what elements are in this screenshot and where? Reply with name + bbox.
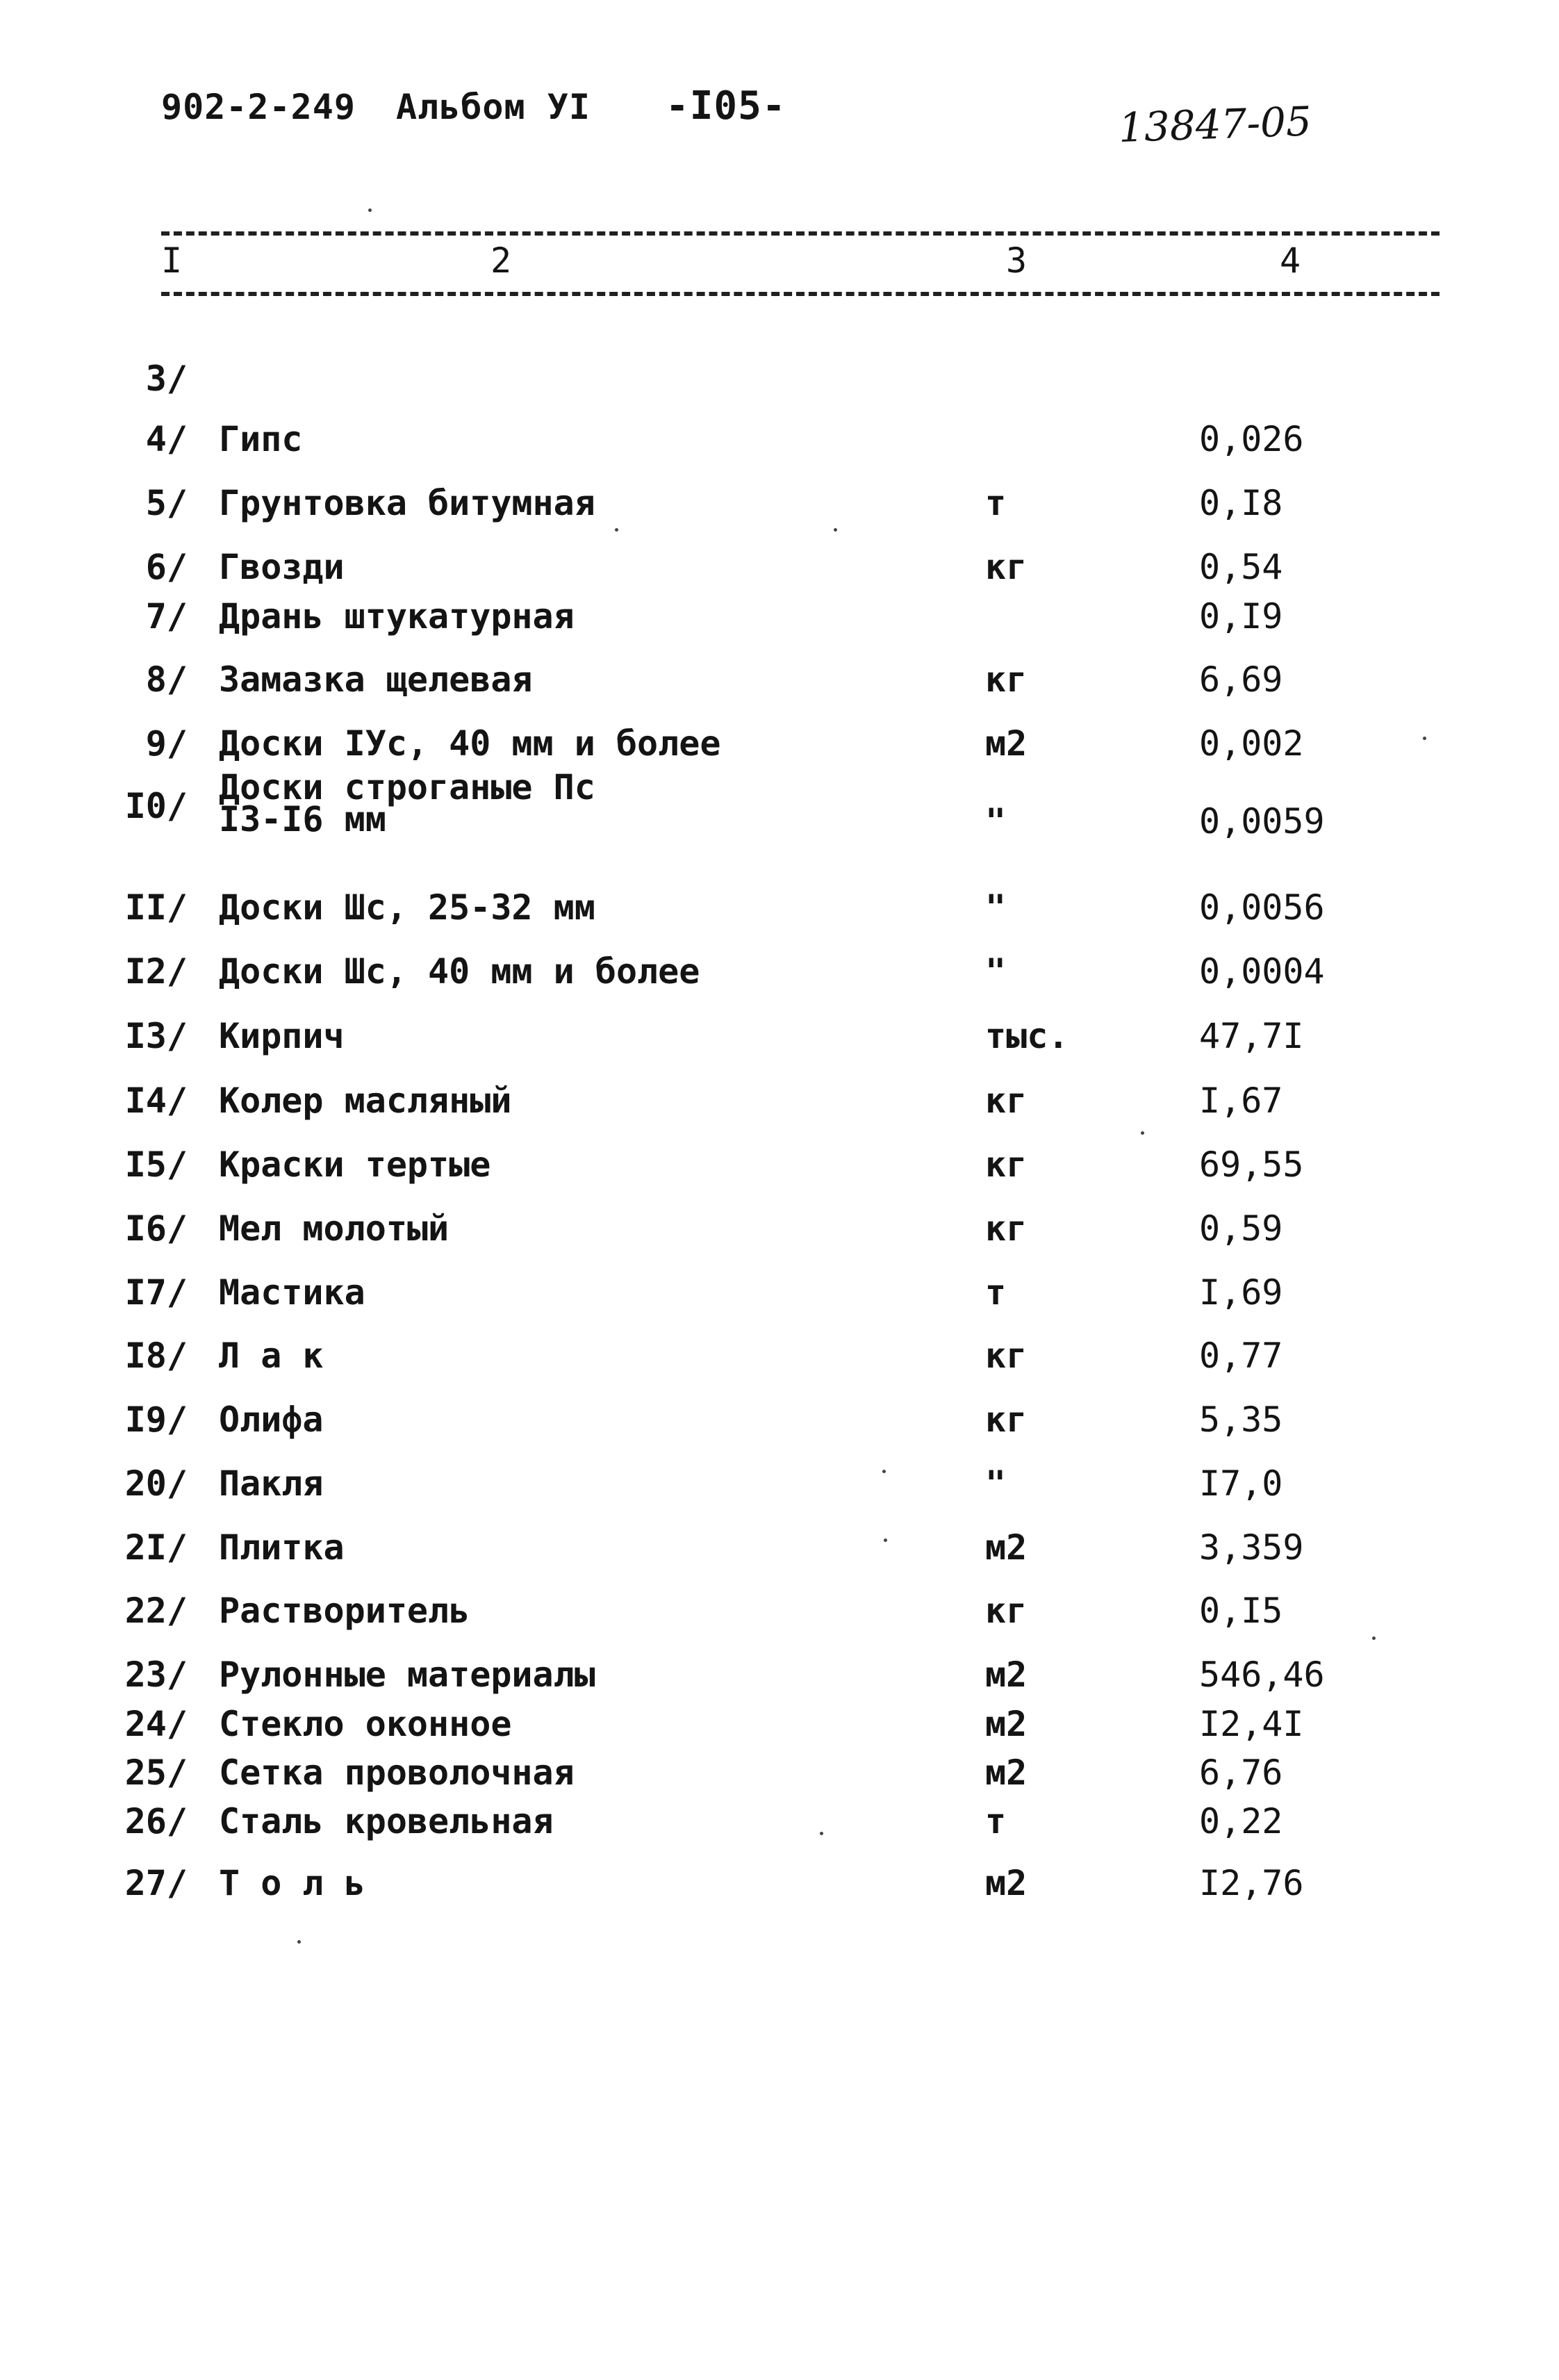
material-name-text: Доски строганые Пс xyxy=(219,767,595,807)
material-name-text: Стекло оконное xyxy=(219,1704,512,1744)
unit-of-measure: " xyxy=(985,801,1007,842)
quantity: 0,0059 xyxy=(1199,801,1325,842)
table-row xyxy=(0,1590,1559,1632)
quantity: 0,I8 xyxy=(1199,483,1283,523)
unit-of-measure: кг xyxy=(985,1081,1028,1121)
quantity: 0,I5 xyxy=(1199,1591,1283,1631)
material-name xyxy=(219,1752,575,1794)
unit-of-measure: " xyxy=(985,1463,1007,1504)
quantity: 6,69 xyxy=(1199,659,1283,700)
material-name-text: Замазка щелевая xyxy=(219,659,533,700)
table-header-bottom-rule xyxy=(161,292,1440,296)
column-number-1: I xyxy=(161,240,183,281)
material-name-text: Т о л ь xyxy=(219,1863,365,1903)
material-name-text: Краски тертые xyxy=(219,1144,491,1185)
material-name-text: Мел молотый xyxy=(219,1208,449,1249)
handwritten-number: 13847-05 xyxy=(1117,97,1312,151)
table-row xyxy=(0,1703,1559,1745)
quantity: I,67 xyxy=(1199,1081,1283,1121)
row-number: 22/ xyxy=(124,1591,188,1631)
quantity: 6,76 xyxy=(1199,1753,1283,1793)
unit-of-measure: м2 xyxy=(985,1527,1028,1568)
material-name-text: Доски IУс, 40 мм и более xyxy=(219,723,721,764)
quantity: I2,76 xyxy=(1199,1863,1304,1903)
material-name xyxy=(219,418,302,460)
material-name xyxy=(219,1399,324,1441)
material-name-text: Дрань штукатурная xyxy=(219,596,575,637)
column-number-3: 3 xyxy=(1006,240,1028,281)
scan-speck xyxy=(820,1832,823,1835)
row-number: 7/ xyxy=(145,596,188,637)
table-row xyxy=(0,951,1559,992)
table-row xyxy=(0,1800,1559,1842)
unit-of-measure: м2 xyxy=(985,1753,1028,1793)
unit-of-measure: кг xyxy=(985,1336,1028,1376)
quantity: 0,002 xyxy=(1199,723,1304,764)
unit-of-measure: " xyxy=(985,951,1007,992)
material-name xyxy=(219,1527,345,1568)
row-number: I2/ xyxy=(124,951,188,992)
table-row xyxy=(0,1527,1559,1568)
row-number: 6/ xyxy=(145,547,188,587)
unit-of-measure: т xyxy=(985,1801,1007,1841)
scan-speck xyxy=(615,528,618,532)
table-row xyxy=(0,1399,1559,1441)
material-name xyxy=(219,1463,324,1504)
table-header-top-rule xyxy=(161,231,1440,236)
table-row xyxy=(0,1208,1559,1249)
row-number: 4/ xyxy=(145,419,188,459)
unit-of-measure: м2 xyxy=(985,1655,1028,1695)
unit-of-measure: кг xyxy=(985,1144,1028,1185)
material-name xyxy=(219,1208,449,1249)
material-name xyxy=(219,1272,365,1313)
document-code: 902-2-249 xyxy=(161,87,356,127)
material-name xyxy=(219,767,595,839)
table-row xyxy=(0,1862,1559,1904)
unit-of-measure: кг xyxy=(985,1591,1028,1631)
unit-of-measure: м2 xyxy=(985,1863,1028,1903)
row-number: I8/ xyxy=(124,1336,188,1376)
material-name xyxy=(219,1335,324,1377)
material-name xyxy=(219,1015,345,1057)
column-number-4: 4 xyxy=(1280,240,1301,281)
quantity: 3,359 xyxy=(1199,1527,1304,1568)
table-row xyxy=(0,767,1559,842)
table-row xyxy=(0,1654,1559,1696)
quantity: 0,0056 xyxy=(1199,887,1325,928)
table-row xyxy=(0,723,1559,764)
row-number: I5/ xyxy=(124,1144,188,1185)
table-row xyxy=(0,358,1559,400)
material-name xyxy=(219,1654,595,1696)
unit-of-measure: м2 xyxy=(985,1704,1028,1744)
quantity: 0,77 xyxy=(1199,1336,1283,1376)
material-name-text: Колер масляный xyxy=(219,1081,512,1121)
material-name xyxy=(219,1862,365,1904)
unit-of-measure: кг xyxy=(985,659,1028,700)
material-name-text: Растворитель xyxy=(219,1591,470,1631)
unit-of-measure: м2 xyxy=(985,723,1028,764)
material-name xyxy=(219,887,595,928)
table-row xyxy=(0,1080,1559,1122)
material-name xyxy=(219,723,720,764)
scan-speck xyxy=(1141,1131,1144,1135)
quantity: 0,I9 xyxy=(1199,596,1283,637)
material-name-text: Л а к xyxy=(219,1336,324,1376)
material-name xyxy=(219,482,595,524)
material-name xyxy=(219,1144,490,1185)
scan-speck xyxy=(368,208,372,212)
quantity: 0,54 xyxy=(1199,547,1283,587)
material-name-text: Пакля xyxy=(219,1463,324,1504)
material-name-text: Гвозди xyxy=(219,547,345,587)
unit-of-measure: т xyxy=(985,483,1007,523)
material-name xyxy=(219,1590,470,1632)
scan-speck xyxy=(1423,737,1426,740)
row-number: I4/ xyxy=(124,1081,188,1121)
material-name-text: Мастика xyxy=(219,1272,365,1313)
unit-of-measure: т xyxy=(985,1272,1007,1313)
material-name-text: Рулонные материалы xyxy=(219,1655,595,1695)
row-number: 26/ xyxy=(124,1801,188,1841)
material-name xyxy=(219,1800,554,1842)
material-name-text: Доски Шс, 25-32 мм xyxy=(219,887,595,928)
row-number: 5/ xyxy=(145,483,188,523)
material-name xyxy=(219,596,575,637)
scan-speck xyxy=(297,1940,301,1944)
material-name-continuation: I3-I6 мм xyxy=(219,799,386,839)
unit-of-measure: тыс. xyxy=(985,1016,1069,1056)
row-number: I3/ xyxy=(124,1016,188,1056)
quantity: I2,4I xyxy=(1199,1704,1304,1744)
quantity: 0,59 xyxy=(1199,1208,1283,1249)
material-name-text: Плитка xyxy=(219,1527,345,1568)
material-name xyxy=(219,546,345,588)
quantity: 69,55 xyxy=(1199,1144,1304,1185)
row-number: 25/ xyxy=(124,1753,188,1793)
material-name-text: Кирпич xyxy=(219,1016,345,1056)
row-number: 3/ xyxy=(145,359,188,399)
row-number: 9/ xyxy=(145,723,188,764)
material-name-text: Доски Шс, 40 мм и более xyxy=(219,951,700,992)
quantity: 47,7I xyxy=(1199,1016,1304,1056)
material-name-text: Грунтовка битумная xyxy=(219,483,595,523)
table-row xyxy=(0,887,1559,928)
row-number: 2I/ xyxy=(124,1527,188,1568)
material-name-text: Гипс xyxy=(219,419,303,459)
table-row xyxy=(0,1015,1559,1057)
album-label: Альбом УІ xyxy=(396,87,591,127)
row-number: I0/ xyxy=(124,786,188,826)
row-number: 8/ xyxy=(145,659,188,700)
row-number: I9/ xyxy=(124,1400,188,1440)
table-row xyxy=(0,546,1559,588)
scan-speck xyxy=(834,528,837,532)
quantity: 0,22 xyxy=(1199,1801,1283,1841)
material-name-text: Сетка проволочная xyxy=(219,1753,575,1793)
material-name-text: Сталь кровельная xyxy=(219,1801,554,1841)
table-row xyxy=(0,1463,1559,1504)
table-row xyxy=(0,418,1559,460)
row-number: 27/ xyxy=(124,1863,188,1903)
table-row xyxy=(0,1272,1559,1313)
quantity: I7,0 xyxy=(1199,1463,1283,1504)
column-number-2: 2 xyxy=(490,240,512,281)
material-name xyxy=(219,659,533,700)
material-name xyxy=(219,951,700,992)
table-row xyxy=(0,482,1559,524)
unit-of-measure: " xyxy=(985,887,1007,928)
scan-speck xyxy=(884,1538,887,1542)
material-name xyxy=(219,1080,511,1122)
quantity: 5,35 xyxy=(1199,1400,1283,1440)
material-name xyxy=(219,1703,511,1745)
scan-speck xyxy=(882,1470,886,1473)
table-row xyxy=(0,1335,1559,1377)
quantity: 546,46 xyxy=(1199,1655,1325,1695)
unit-of-measure: кг xyxy=(985,1208,1028,1249)
quantity: I,69 xyxy=(1199,1272,1283,1313)
table-row xyxy=(0,1144,1559,1185)
unit-of-measure: кг xyxy=(985,547,1028,587)
row-number: 23/ xyxy=(124,1655,188,1695)
quantity: 0,0004 xyxy=(1199,951,1325,992)
unit-of-measure: кг xyxy=(985,1400,1028,1440)
table-row xyxy=(0,659,1559,700)
material-name-text: Олифа xyxy=(219,1400,324,1440)
row-number: I7/ xyxy=(124,1272,188,1313)
table-row xyxy=(0,596,1559,637)
row-number: II/ xyxy=(124,887,188,928)
row-number: 24/ xyxy=(124,1704,188,1744)
row-number: I6/ xyxy=(124,1208,188,1249)
scan-speck xyxy=(1372,1636,1376,1640)
row-number: 20/ xyxy=(124,1463,188,1504)
quantity: 0,026 xyxy=(1199,419,1304,459)
page-number: -I05- xyxy=(666,83,786,129)
table-row xyxy=(0,1752,1559,1794)
